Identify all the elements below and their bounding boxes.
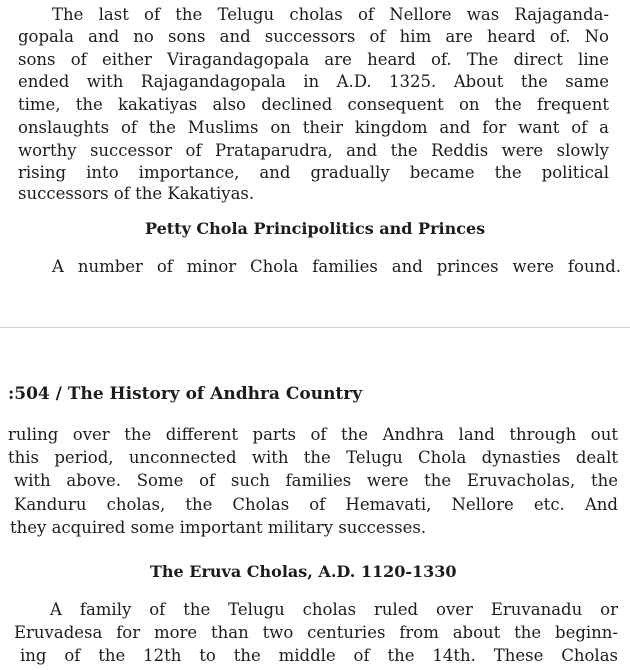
text-line: A family of the Telugu cholas ruled over Eruvanadu or	[50, 600, 618, 619]
text-line: sons of either Viragandagopala are heard of. The direct line	[18, 50, 609, 69]
text-line: they acquired some important military successes.	[10, 518, 427, 537]
text-line: A number of minor Chola families and princes were found.	[52, 257, 621, 276]
text-line: worthy successor of Prataparudra, and the Reddis were slowly	[18, 141, 609, 160]
text-line: Kanduru cholas, the Cholas of Hemavati, Nellore etc. And	[14, 495, 618, 514]
text-line: time, the kakatiyas also declined consequent on the frequent	[18, 95, 609, 114]
text-line: rising into importance, and gradually became the political	[18, 163, 609, 182]
page-divider	[0, 327, 630, 328]
text-line: Eruvadesa for more than two centuries from about the beginn-	[14, 623, 618, 642]
text-line: with above. Some of such families were the Eruvacholas, the	[14, 471, 618, 490]
text-line: The last of the Telugu cholas of Nellore was Rajaganda-	[52, 5, 609, 24]
text-line: successors of the Kakatiyas.	[18, 184, 255, 203]
text-line: ruling over the different parts of the Andhra land through out	[8, 425, 618, 444]
section-heading: The Eruva Cholas, A.D. 1120-1330	[150, 562, 457, 581]
section-heading: Petty Chola Principolitics and Princes	[145, 219, 486, 238]
text-line: this period, unconnected with the Telugu Chola dynasties dealt	[8, 448, 618, 467]
text-line: gopala and no sons and successors of him are heard of. No	[18, 27, 609, 46]
text-line: ended with Rajagandagopala in A.D. 1325. About the same	[18, 72, 609, 91]
text-line: ing of the 12th to the middle of the 14th. These Cholas	[20, 646, 618, 665]
text-line: onslaughts of the Muslims on their kingdom and for want of a	[18, 118, 609, 137]
running-head: :504 / The History of Andhra Country	[8, 384, 363, 404]
